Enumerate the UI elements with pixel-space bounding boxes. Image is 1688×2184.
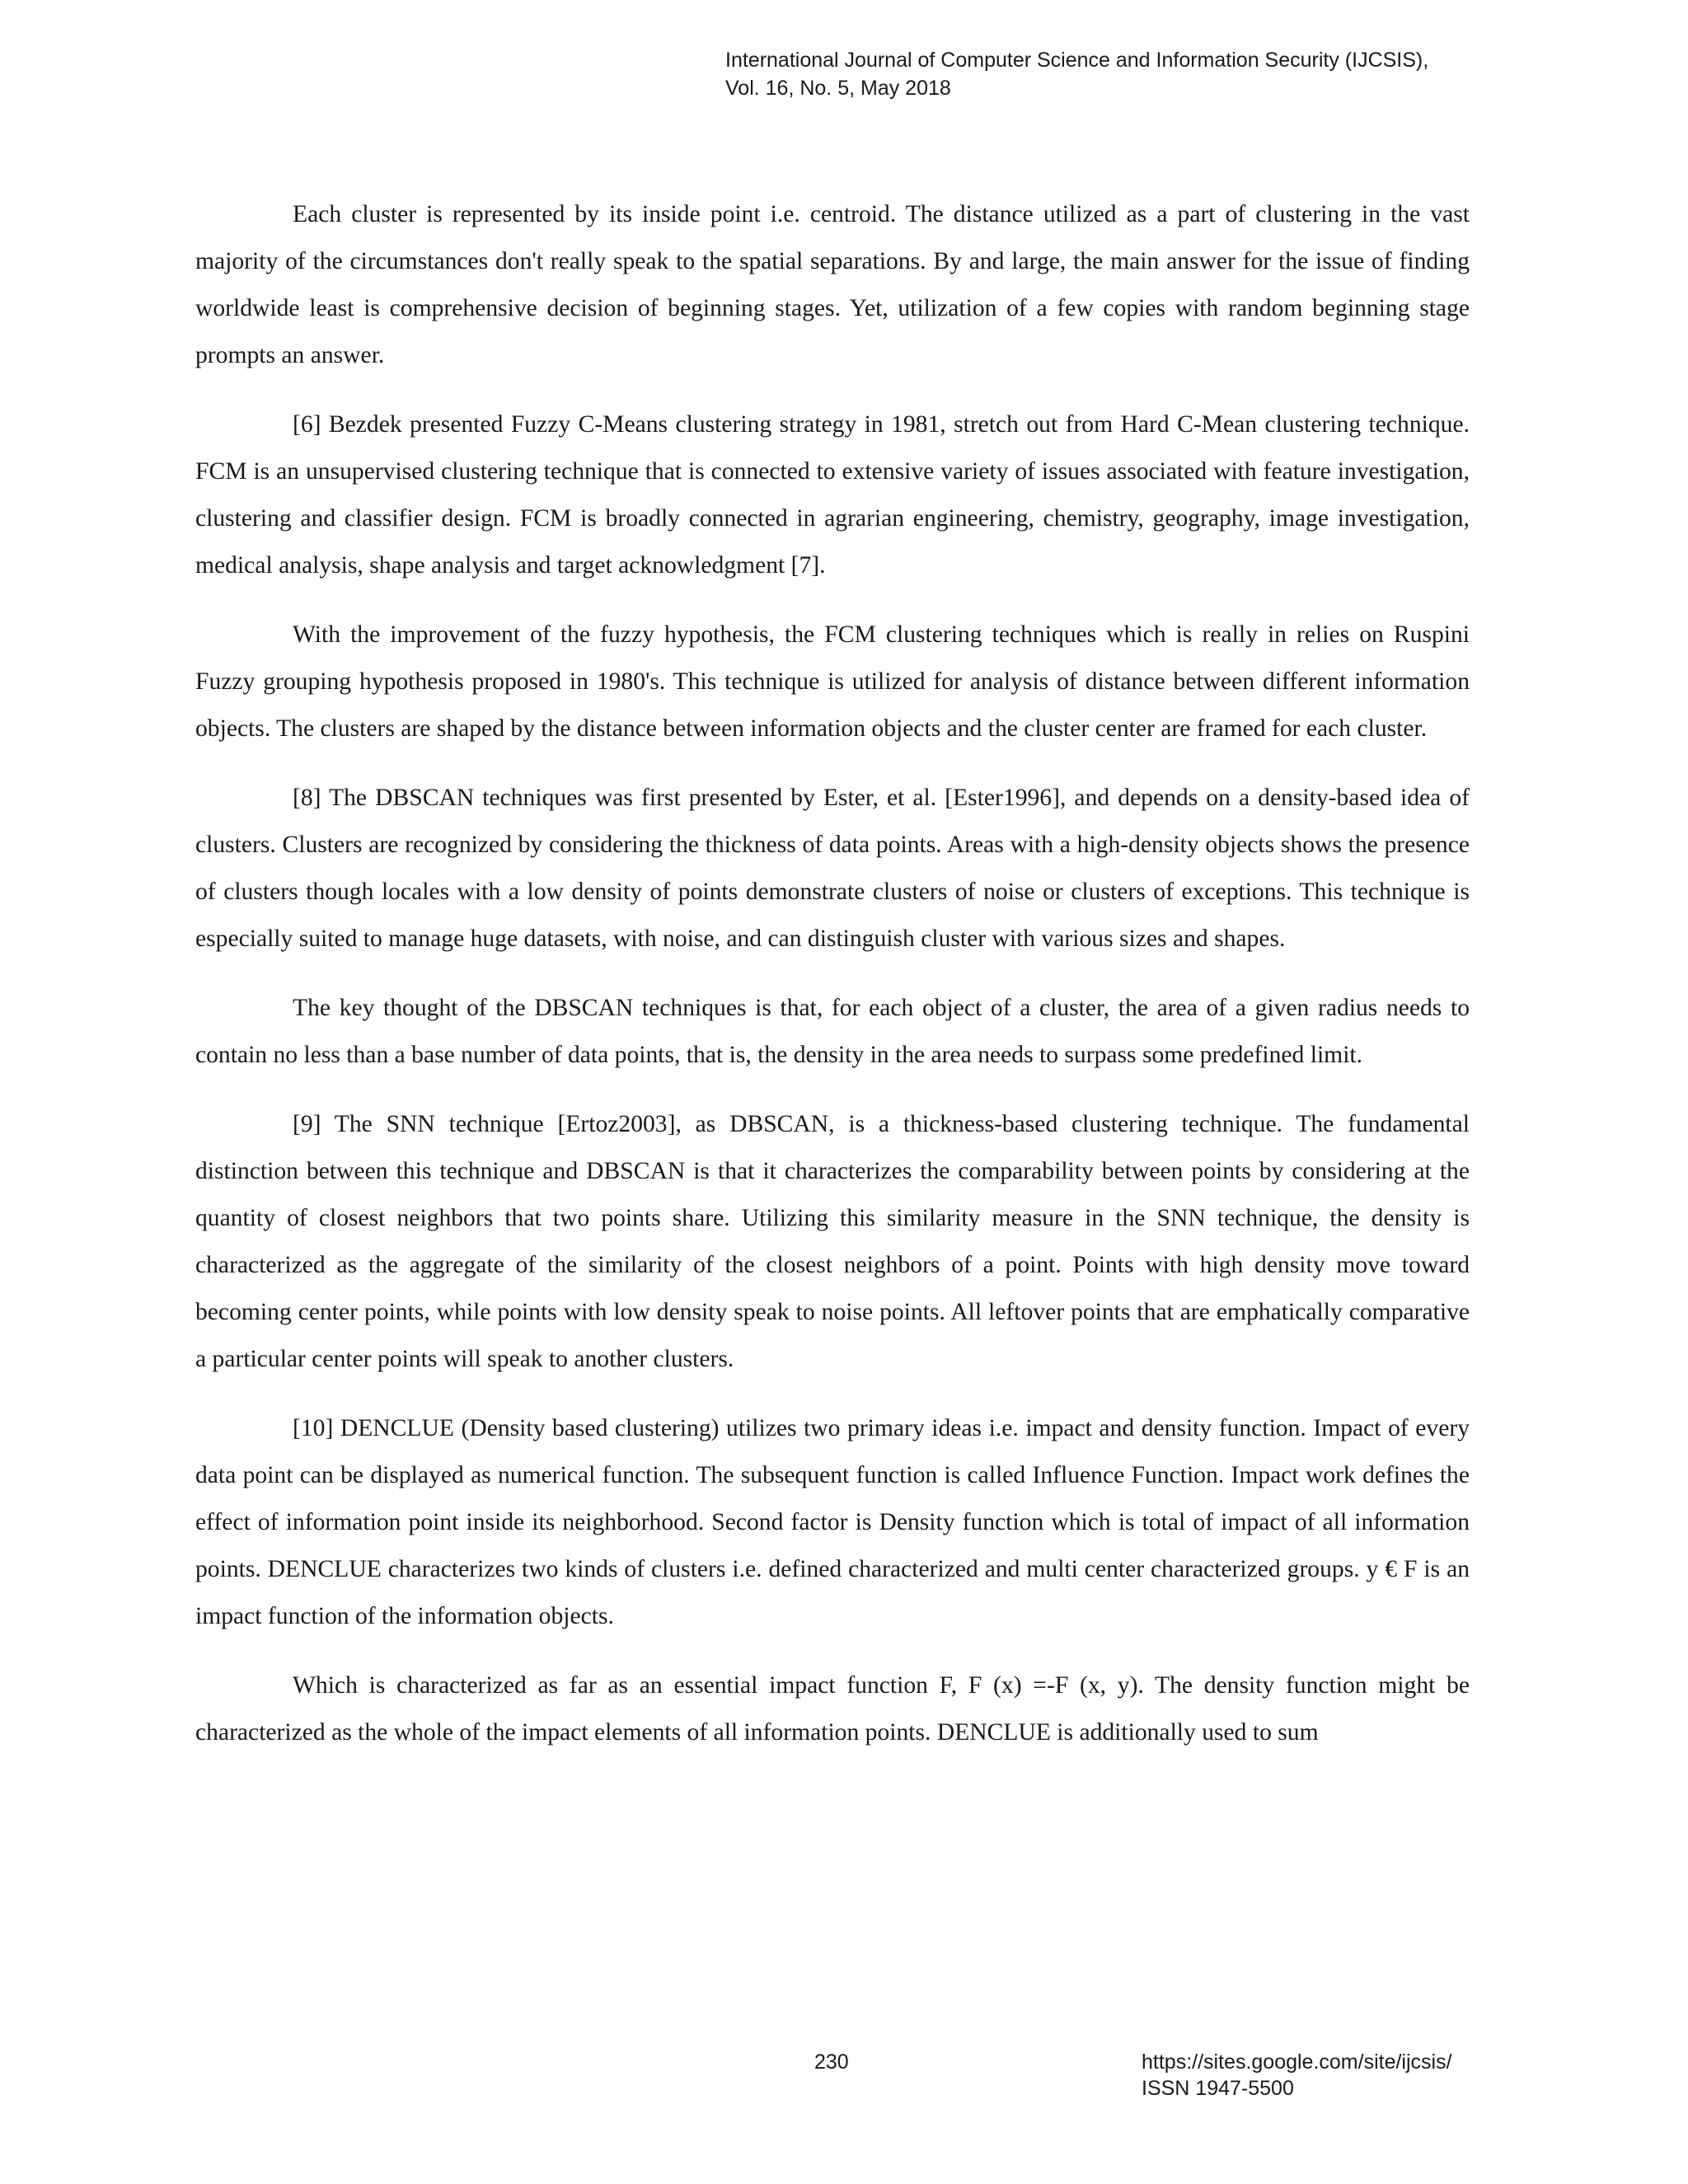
paragraph-fcm-bezdek: [6] Bezdek presented Fuzzy C-Means clustering strategy in 1981, stretch out from Hard C-Mean clustering technique. FCM is an unsupervised clustering technique that is connected to extensive variety of issues associated with feature investigation, clustering and classifier design. FCM is broadly connected in agrarian engineering, chemistry, geography, image investigation, medical analysis, shape analysis and target acknowledgment [7]. xyxy=(195,411,1470,579)
journal-url: https://sites.google.com/site/ijcsis/ xyxy=(1142,2050,1452,2074)
paragraph-density-function: Which is characterized as far as an essential impact function F, F (x) =-F (x, y). The density function might be characterized as the whole of the impact elements of all information points. DENCLUE is additionally used to sum xyxy=(195,1672,1470,1746)
journal-volume-line: Vol. 16, No. 5, May 2018 xyxy=(725,77,951,100)
page-number: 230 xyxy=(814,2050,849,2074)
paragraph-dbscan: [8] The DBSCAN techniques was first presented by Ester, et al. [Ester1996], and depends on a density-based idea of clusters. Clusters are recognized by considering the thickness of data points. Areas with a high-density objects shows the presence of clusters though locales with a low density of points demonstrate clusters of noise or clusters of exceptions. This technique is especially suited to manage huge datasets, with noise, and can distinguish cluster with various sizes and shapes. xyxy=(195,785,1470,952)
paragraph-centroid: Each cluster is represented by its inside point i.e. centroid. The distance utilized as a part of clustering in the vast majority of the circumstances don't really speak to the spatial separations. By and large, the main answer for the issue of finding worldwide least is comprehensive decision of beginning stages. Yet, utilization of a few copies with random beginning stage prompts an answer. xyxy=(195,201,1470,368)
journal-footer xyxy=(1142,2049,1452,2102)
paragraph-dbscan-key-thought: The key thought of the DBSCAN techniques is that, for each object of a cluster, the area of a given radius needs to contain no less than a base number of data points, that is, the density in the area needs to surpass some predefined limit. xyxy=(195,995,1470,1068)
journal-issn: ISSN 1947-5500 xyxy=(1142,2077,1294,2100)
article-body xyxy=(195,191,1470,1779)
paragraph-fuzzy-hypothesis: With the improvement of the fuzzy hypothesis, the FCM clustering techniques which is really in relies on Ruspini Fuzzy grouping hypothesis proposed in 1980's. This technique is utilized for analysis of distance between different information objects. The clusters are shaped by the distance between information objects and the cluster center are framed for each cluster. xyxy=(195,621,1470,742)
paragraph-snn: [9] The SNN technique [Ertoz2003], as DBSCAN, is a thickness-based clustering technique. The fundamental distinction between this technique and DBSCAN is that it characterizes the comparability between points by considering at the quantity of closest neighbors that two points share. Utilizing this similarity measure in the SNN technique, the density is characterized as the aggregate of the similarity of the closest neighbors of a point. Points with high density move toward becoming center points, while points with low density speak to noise points. All leftover points that are emphatically comparative a particular center points will speak to another clusters. xyxy=(195,1111,1470,1372)
journal-header xyxy=(725,46,1428,102)
journal-title-line: International Journal of Computer Science and Information Security (IJCSIS), xyxy=(725,49,1429,72)
paragraph-denclue: [10] DENCLUE (Density based clustering) utilizes two primary ideas i.e. impact and density function. Impact of every data point can be displayed as numerical function. The subsequent function is called Influence Function. Impact work defines the effect of information point inside its neighborhood. Second factor is Density function which is total of impact of all information points. DENCLUE characterizes two kinds of clusters i.e. defined characterized and multi center characterized groups. y € F is an impact function of the information objects. xyxy=(195,1415,1470,1629)
